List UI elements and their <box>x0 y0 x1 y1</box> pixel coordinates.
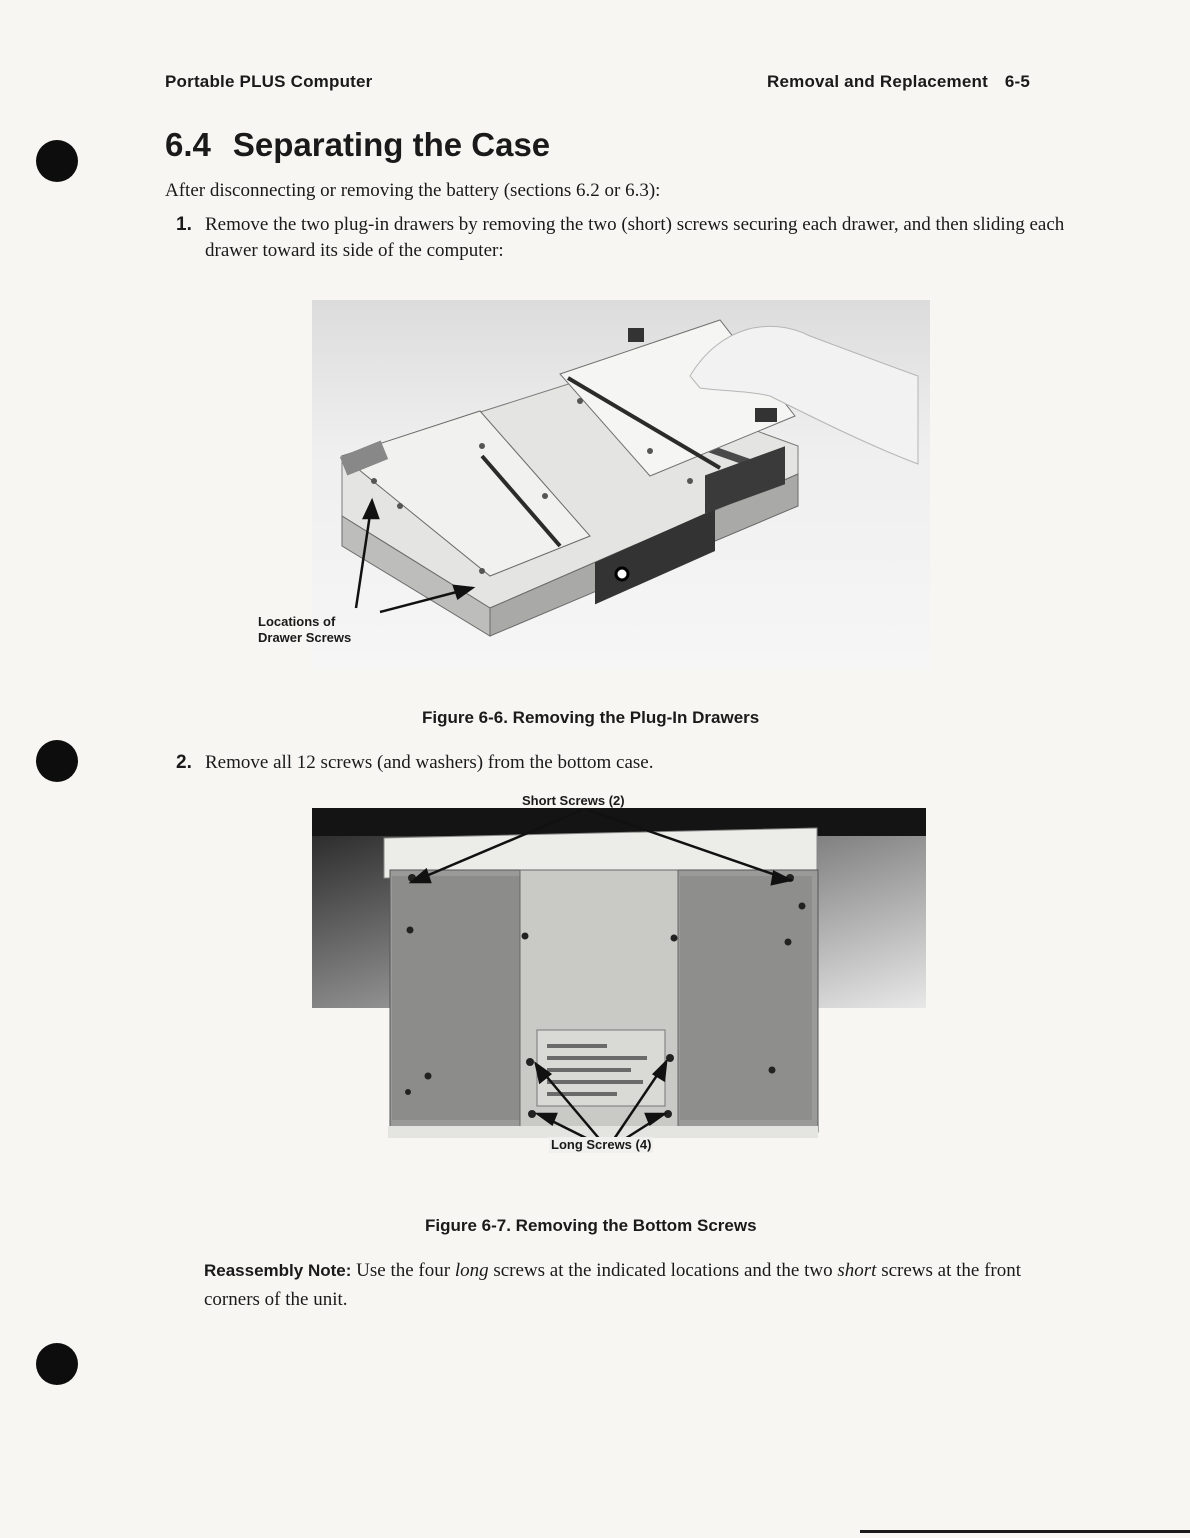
section-heading: Separating the Case <box>232 126 551 163</box>
callout-line: Drawer Screws <box>258 630 352 645</box>
step-text: Remove the two plug-in drawers by removing the two (short) screws securing each drawer, and then sliding each drawer toward its side of the computer: <box>205 214 1065 261</box>
note-emphasis: short <box>837 1260 877 1281</box>
reassembly-note <box>204 1256 1054 1314</box>
binder-hole <box>36 140 78 182</box>
note-text: screws at the indicated locations and the two <box>488 1260 838 1281</box>
section-title <box>165 126 550 164</box>
running-header-section: Removal and Replacement <box>767 72 988 91</box>
figure-6-6-callout <box>258 614 351 646</box>
computer-bottom-case <box>384 828 818 1138</box>
note-label: Reassembly Note: <box>204 1261 352 1280</box>
figure-6-7-top-callout: Short Screws (2) <box>522 793 625 808</box>
section-number: 6.4 <box>165 126 211 163</box>
binder-hole <box>36 1343 78 1385</box>
running-header-left: Portable PLUS Computer <box>165 72 373 91</box>
figure-6-7-bottom-callout: Long Screws (4) <box>551 1137 652 1152</box>
step-1 <box>176 212 1066 264</box>
note-emphasis: long <box>454 1260 489 1281</box>
binder-hole <box>36 740 78 782</box>
note-text: screws at the front corners of the unit. <box>204 1260 1021 1310</box>
running-header-right <box>767 72 1030 92</box>
figure-6-6-caption: Figure 6-6. Removing the Plug-In Drawers <box>422 708 760 727</box>
figure-6-7-photo <box>312 808 926 1154</box>
step-text: Remove all 12 screws (and washers) from the bottom case. <box>205 752 654 773</box>
callout-line: Locations of <box>258 614 336 629</box>
note-text: Use the four <box>351 1260 455 1281</box>
step-number: 1. <box>176 214 192 235</box>
figure-6-7-caption: Figure 6-7. Removing the Bottom Screws <box>425 1216 757 1235</box>
step-number: 2. <box>176 752 192 773</box>
page-number: 6-5 <box>1004 72 1031 91</box>
figure-6-6-photo <box>250 296 930 676</box>
step-2 <box>176 750 1066 776</box>
scan-edge-line <box>860 1530 1190 1533</box>
intro-paragraph: After disconnecting or removing the battery (sections 6.2 or 6.3): <box>165 180 661 201</box>
